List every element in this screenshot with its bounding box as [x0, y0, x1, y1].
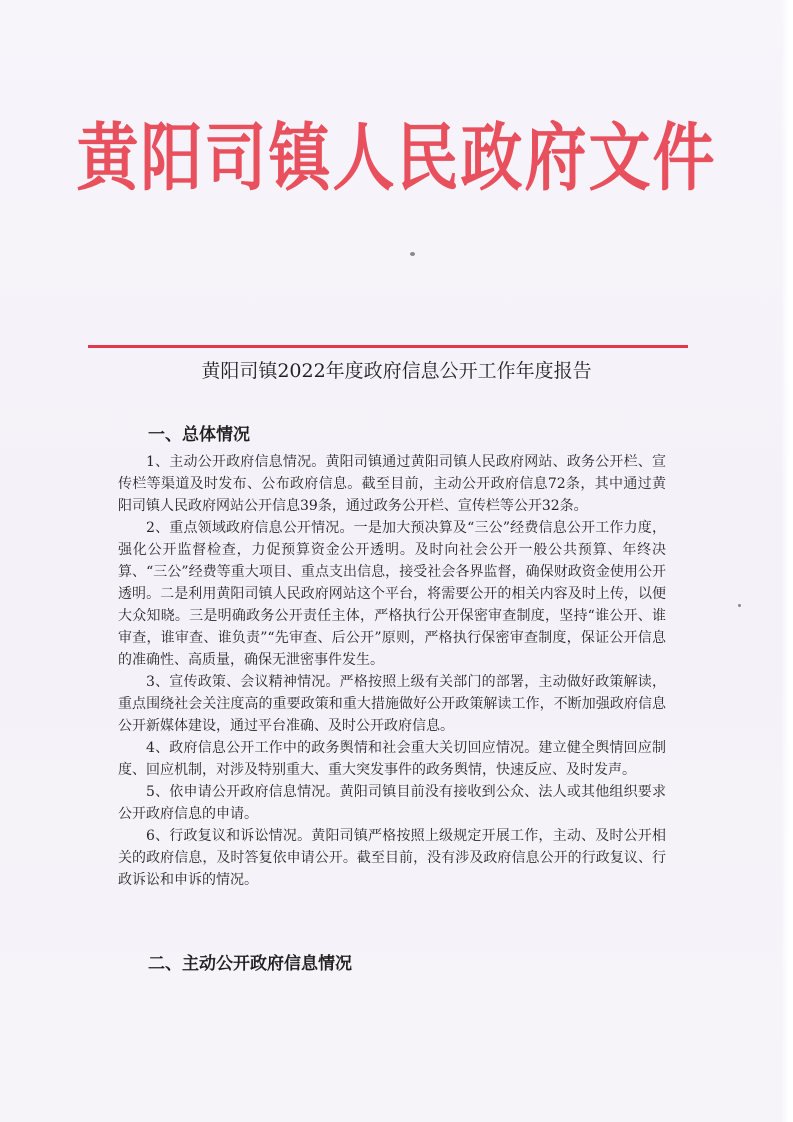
issuer-header: 黄阳司镇人民政府文件: [76, 114, 717, 201]
paragraph: 3、宣传政策、会议精神情况。严格按照上级有关部门的部署，主动做好政策解读，重点围绕社会关注度高的重要政策和重大措施做好公开政策解读工作，不断加强政府信息公开新媒体建设，通过平台准确、及时公开政府信息。: [118, 674, 666, 734]
paragraph: 2、重点领域政府信息公开情况。一是加大预决算及“三公”经费信息公开工作力度，强化公开监督检查，力促预算资金公开透明。及时向社会公开一般公共预算、年终决算、“三公”经费等重大项目、重点支出信息，接受社会各界监督，确保财政资金使用公开透明。二是利用黄阳司镇人民政府网站这个平台，将需要公开的相关内容及时上传，以便大众知晓。三是明确政务公开责任主体，严格执行公开保密审查制度，坚持“谁公开、谁审查，谁审查、谁负责”“先审查、后公开”原则，严格执行保密审查制度，保证公开信息的准确性、高质量，确保无泄密事件发生。: [118, 520, 666, 668]
scan-speck: [738, 604, 741, 607]
section-body-overview: [118, 451, 666, 891]
section-heading-proactive-disclosure: 二、主动公开政府信息情况: [148, 954, 352, 974]
paragraph: 1、主动公开政府信息情况。黄阳司镇通过黄阳司镇人民政府网站、政务公开栏、宣传栏等渠道及时发布、公布政府信息。截至目前，主动公开政府信息72条，其中通过黄阳司镇人民政府网站公开信息39条，通过政务公开栏、宣传栏等公开32条。: [118, 454, 666, 514]
red-divider-rule: [88, 345, 688, 348]
page-edge: [781, 0, 793, 1122]
paragraph: 5、依申请公开政府信息情况。黄阳司镇目前没有接收到公众、法人或其他组织要求公开政府信息的申请。: [118, 784, 666, 822]
report-title: 黄阳司镇2022年度政府信息公开工作年度报告: [201, 360, 592, 382]
paragraph: 4、政府信息公开工作中的政务舆情和社会重大关切回应情况。建立健全舆情回应制度、回应机制，对涉及特别重大、重大突发事件的政务舆情，快速反应、及时发声。: [118, 740, 666, 778]
paragraph: 6、行政复议和诉讼情况。黄阳司镇严格按照上级规定开展工作，主动、及时公开相关的政府信息，及时答复依申请公开。截至目前，没有涉及政府信息公开的行政复议、行政诉讼和申诉的情况。: [118, 828, 666, 888]
scan-speck: [410, 252, 415, 256]
section-heading-overview: 一、总体情况: [148, 425, 250, 445]
